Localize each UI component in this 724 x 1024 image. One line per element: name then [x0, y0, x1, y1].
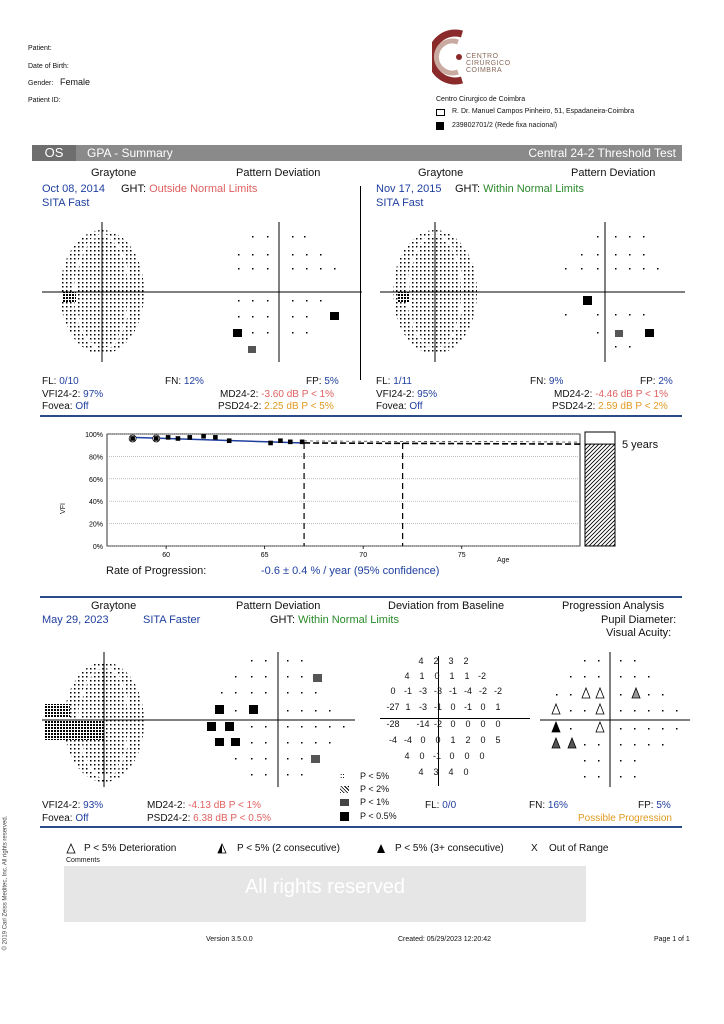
exam3-ght: GHT: Within Normal Limits	[270, 614, 399, 626]
baseline-value: 0	[463, 767, 469, 777]
exam1-fp: FP: 5%	[306, 376, 339, 387]
p5-icon: ::	[340, 773, 345, 780]
exam1-date: Oct 08, 2014	[42, 183, 105, 195]
exam1-fovea: Fovea: Off	[42, 401, 89, 412]
visual-acuity-label: Visual Acuity:	[606, 627, 672, 639]
baseline-value: 1	[419, 671, 425, 681]
progression-analysis-plot	[540, 652, 690, 787]
legend-det5: P < 5% Deterioration	[84, 843, 177, 854]
baseline-value: 2	[463, 656, 469, 666]
exam3-md: MD24-2: -4.13 dB P < 1%	[147, 800, 262, 811]
exam3-fp: FP: 5%	[638, 800, 671, 811]
pupil-diameter-label: Pupil Diameter:	[601, 614, 677, 626]
baseline-value: 5	[495, 735, 501, 745]
exam2-pattern-plot	[545, 222, 685, 362]
baseline-value: 1	[449, 671, 455, 681]
footer-created: Created: 05/29/2023 12:20:42	[398, 936, 492, 943]
eye-label: OS	[32, 145, 76, 161]
vfi-xtick-label: 70	[359, 552, 368, 559]
progression-status: Possible Progression	[578, 813, 672, 824]
vfi-projection-band	[304, 441, 580, 442]
exam3-vfi: VFI24-2: 93%	[42, 800, 104, 811]
vfi-chart	[55, 424, 675, 574]
vfi-point	[268, 441, 273, 446]
exam2-fovea: Fovea: Off	[376, 401, 423, 412]
p2-icon	[340, 786, 349, 793]
exam2-fp: FP: 2%	[640, 376, 673, 387]
dob-label: Date of Birth:	[28, 63, 69, 70]
legend-p5: P < 5%	[360, 771, 390, 781]
exam3-graytone-header: Graytone	[91, 600, 137, 612]
baseline-value: -1	[448, 686, 457, 696]
baseline-value: 0	[390, 686, 396, 696]
baseline-value: 0	[450, 719, 456, 729]
baseline-value: 1	[495, 702, 501, 712]
phone-icon	[436, 122, 444, 130]
baseline-value: -4	[463, 686, 472, 696]
exam2-fl: FL: 1/11	[376, 376, 412, 387]
baseline-value: -1	[463, 702, 472, 712]
watermark-text: All rights reserved	[244, 876, 406, 898]
vfi-ytick-label: 20%	[88, 521, 103, 529]
exam1-vfi: VFI24-2: 97%	[42, 389, 104, 400]
exam2-graytone-plot	[380, 222, 550, 362]
vfi-point	[154, 436, 159, 441]
out-of-range-icon: X	[531, 843, 538, 854]
exam3-date: May 29, 2023	[42, 614, 109, 626]
rate-value: -0.6 ± 0.4 % / year (95% confidence)	[261, 565, 440, 577]
exam3-psd: PSD24-2: 6.38 dB P < 0.5%	[147, 813, 272, 824]
baseline-value: 0	[449, 751, 455, 761]
baseline-value: 4	[418, 767, 424, 777]
triangle-outline-icon	[66, 843, 76, 854]
clinic-logo-text: CENTRO CIRÚRGICO COIMBRA	[466, 53, 511, 74]
exam3-deviation-header: Deviation from Baseline	[388, 600, 505, 612]
exam2-md: MD24-2: -4.46 dB P < 1%	[554, 389, 669, 400]
vfi-ytick-label: 0%	[92, 544, 103, 551]
patient-id-label: Patient ID:	[28, 97, 61, 104]
vfi-point	[176, 436, 181, 441]
baseline-value: 0	[465, 719, 471, 729]
baseline-value: -2	[478, 686, 487, 696]
p05-icon	[340, 812, 349, 821]
vfi-point	[213, 435, 218, 440]
baseline-value: 0	[480, 719, 486, 729]
clinic-name: Centro Cirurgico de Coimbra	[436, 96, 526, 103]
exam1-fl: FL: 0/10	[42, 376, 79, 387]
baseline-value: 0	[434, 671, 440, 681]
baseline-value: -4	[403, 735, 412, 745]
exam2-vfi: VFI24-2: 95%	[376, 389, 438, 400]
exam3-pattern-header: Pattern Deviation	[236, 600, 321, 612]
baseline-value: -28	[386, 719, 400, 729]
legend-p2: P < 2%	[360, 784, 390, 794]
baseline-value: -3	[418, 686, 427, 696]
exam2-psd: PSD24-2: 2.59 dB P < 2%	[552, 401, 668, 412]
baseline-value: 0	[464, 751, 470, 761]
baseline-value: 4	[418, 656, 424, 666]
baseline-value: 0	[435, 735, 441, 745]
vfi-ytick-label: 60%	[88, 476, 103, 484]
mail-icon	[436, 109, 445, 116]
exam1-graytone-header: Graytone	[91, 167, 137, 179]
exam2-date: Nov 17, 2015	[376, 183, 442, 195]
baseline-value: 0	[420, 735, 426, 745]
clinic-phone: 239802701/2 (Rede fixa nacional)	[452, 122, 558, 129]
baseline-value: 0	[479, 751, 485, 761]
baseline-value: 1	[405, 702, 411, 712]
exam1-pattern-header: Pattern Deviation	[236, 167, 321, 179]
header-bar	[32, 145, 682, 161]
vfi-bar-fill	[585, 444, 615, 546]
footer-copyright: © 2019 Carl Zeiss Meditec, Inc. All rights reserved.	[2, 815, 9, 951]
legend-det3: P < 5% (3+ consecutive)	[395, 843, 504, 854]
exam2-fn: FN: 9%	[530, 376, 564, 387]
exam3-strategy: SITA Faster	[143, 614, 201, 626]
patient-label: Patient:	[28, 45, 52, 52]
baseline-value: 3	[433, 767, 439, 777]
vfi-point	[300, 440, 305, 445]
exam2-graytone-header: Graytone	[418, 167, 464, 179]
baseline-value: -3	[418, 702, 427, 712]
baseline-value: 2	[465, 735, 471, 745]
baseline-value: -2	[493, 686, 502, 696]
p1-icon	[340, 799, 349, 806]
footer-page: Page 1 of 1	[654, 936, 690, 943]
baseline-value: 0	[419, 751, 425, 761]
baseline-value: 3	[448, 656, 454, 666]
exam3-fn: FN: 16%	[529, 800, 568, 811]
triangle-half-icon	[217, 843, 227, 854]
vfi-point	[278, 438, 283, 443]
vfi-bar-label: 5 years	[622, 439, 659, 451]
exam3-fovea: Fovea: Off	[42, 813, 89, 824]
exam1-psd: PSD24-2: 2.25 dB P < 5%	[218, 401, 334, 412]
vfi-ytick-label: 100%	[85, 432, 103, 439]
watermark-box	[64, 866, 586, 922]
vfi-point	[187, 435, 192, 440]
exam3-pattern-plot	[205, 652, 355, 787]
exam1-strategy: SITA Fast	[42, 197, 90, 209]
footer-version: Version 3.5.0.0	[206, 936, 253, 943]
exam2-pattern-header: Pattern Deviation	[571, 167, 656, 179]
report-title: GPA - Summary	[87, 146, 173, 160]
vfi-xtick-label: 65	[260, 552, 269, 559]
baseline-value: 2	[433, 656, 439, 666]
gender-label: Gender:	[28, 80, 54, 87]
baseline-value: 0	[450, 702, 456, 712]
vfi-ytick-label: 40%	[88, 499, 103, 507]
exam1-pattern-plot	[212, 222, 362, 362]
baseline-value: -14	[416, 719, 430, 729]
vfi-point	[201, 434, 206, 439]
baseline-value: 4	[448, 767, 454, 777]
baseline-value: 0	[495, 719, 501, 729]
vfi-point	[166, 435, 171, 440]
exam1-md: MD24-2: -3.60 dB P < 1%	[220, 389, 335, 400]
exam1-graytone-plot	[42, 222, 212, 362]
exam3-graytone-plot	[42, 652, 207, 787]
baseline-value: 0	[480, 702, 486, 712]
legend-p1: P < 1%	[360, 797, 390, 807]
baseline-value: -4	[388, 735, 397, 745]
legend-oor: Out of Range	[549, 843, 609, 854]
baseline-value: 1	[464, 671, 470, 681]
baseline-value: -1	[403, 686, 412, 696]
exam2-ght: GHT: Within Normal Limits	[455, 183, 584, 195]
exam3-progression-header: Progression Analysis	[562, 600, 665, 612]
exam1-fn: FN: 12%	[165, 376, 204, 387]
vfi-ytick-label: 80%	[88, 454, 103, 462]
triangle-filled-icon	[376, 843, 386, 854]
baseline-value: -2	[477, 671, 486, 681]
comments-label: Comments	[66, 857, 100, 864]
vfi-plot-frame	[107, 434, 580, 546]
clinic-address: R. Dr. Manuel Campos Pinheiro, 51, Espadaneira-Coimbra	[452, 108, 635, 115]
rate-label: Rate of Progression:	[106, 565, 207, 577]
deviation-baseline-grid	[380, 656, 530, 786]
vfi-point	[227, 438, 232, 443]
baseline-value: -27	[386, 702, 400, 712]
baseline-value: 1	[450, 735, 456, 745]
baseline-value: 0	[480, 735, 486, 745]
vfi-point	[130, 436, 135, 441]
baseline-value: 4	[404, 671, 410, 681]
exam3-fl: FL: 0/0	[425, 800, 457, 811]
gender-value: Female	[60, 77, 91, 87]
baseline-value: -1	[432, 751, 441, 761]
legend-det2: P < 5% (2 consecutive)	[237, 843, 340, 854]
baseline-value: 4	[404, 751, 410, 761]
vfi-projection-line	[304, 443, 580, 444]
baseline-value: -3	[433, 686, 442, 696]
vfi-xtick-label: 75	[457, 552, 466, 559]
vfi-xtick-label: 60	[162, 552, 171, 559]
baseline-value: -1	[433, 702, 442, 712]
legend-p05: P < 0.5%	[360, 811, 397, 821]
vfi-point	[288, 440, 293, 445]
vfi-ylabel: VFI	[59, 503, 67, 514]
exam1-ght: GHT: Outside Normal Limits	[121, 183, 258, 195]
test-name: Central 24-2 Threshold Test	[528, 146, 676, 160]
vfi-xlabel: Age	[497, 557, 510, 564]
exam2-strategy: SITA Fast	[376, 197, 424, 209]
baseline-value: -2	[433, 719, 442, 729]
